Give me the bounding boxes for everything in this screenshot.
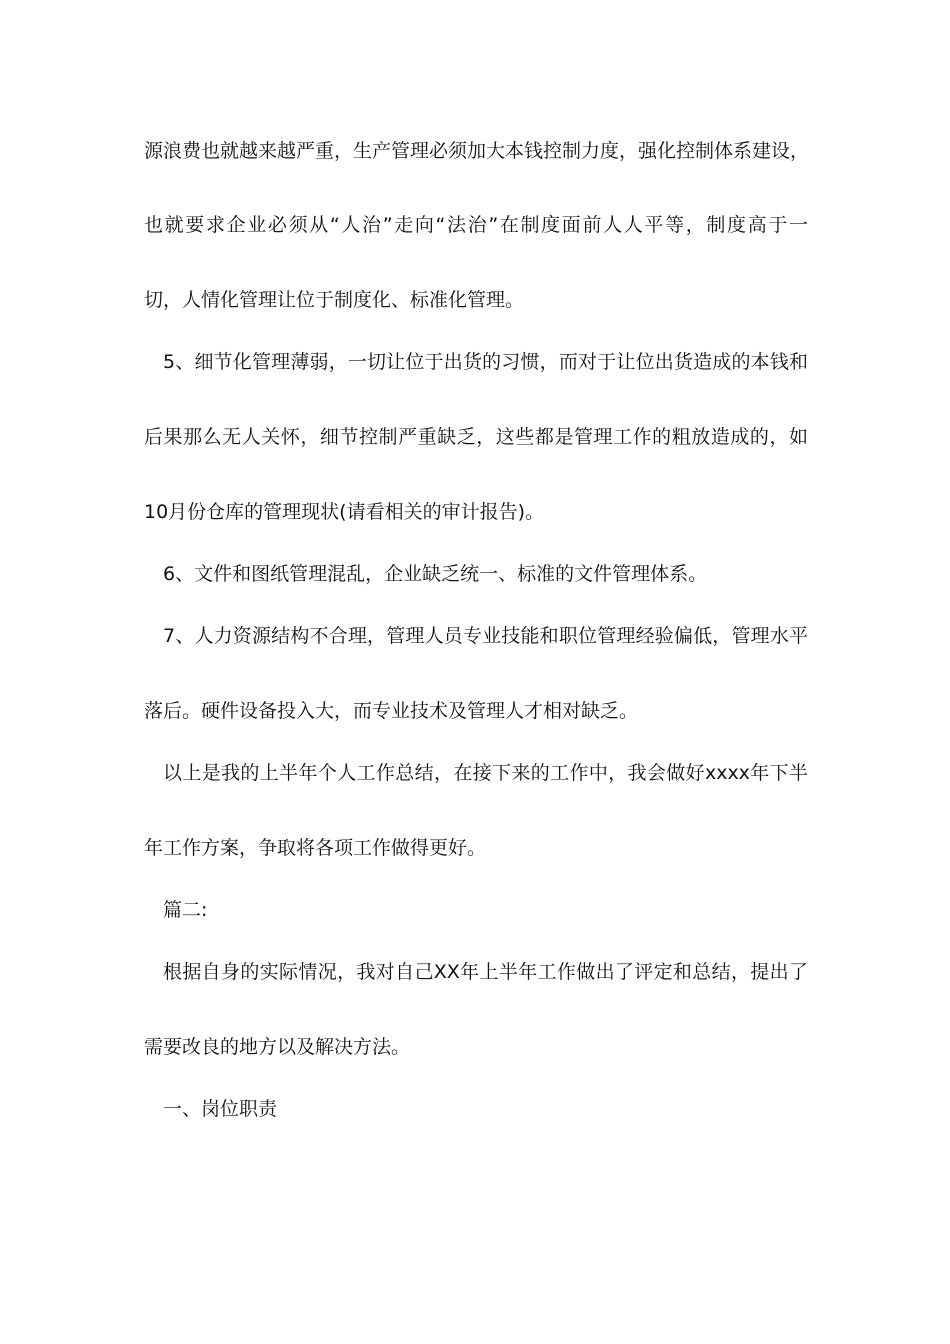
- section-heading-part-two: 篇二:: [163, 899, 208, 921]
- section-heading-job-duties: 一、岗位职责: [163, 1098, 278, 1120]
- text-line-11: 年工作方案，争取将各项工作做得更好。: [144, 837, 487, 859]
- text-line-5: 后果那么无人关怀，细节控制严重缺乏，这些都是管理工作的粗放造成的，如: [144, 426, 808, 448]
- text-line-9: 落后。硬件设备投入大，而专业技术及管理人才相对缺乏。: [144, 700, 639, 722]
- text-line-8: 7、人力资源结构不合理，管理人员专业技能和职位管理经验偏低，管理水平: [163, 625, 808, 647]
- text-line-3: 切，人情化管理让位于制度化、标准化管理。: [144, 289, 525, 311]
- text-line-4: 5、细节化管理薄弱，一切让位于出货的习惯，而对于让位出货造成的本钱和: [163, 351, 808, 373]
- text-line-10: 以上是我的上半年个人工作总结，在接下来的工作中，我会做好xxxx年下半: [163, 762, 808, 784]
- text-line-1: 源浪费也就越来越严重，生产管理必须加大本钱控制力度，强化控制体系建设，: [144, 140, 810, 162]
- text-line-6: 10月份仓库的管理现状(请看相关的审计报告)。: [144, 501, 545, 523]
- text-line-13: 根据自身的实际情况，我对自己XX年上半年工作做出了评定和总结，提出了: [163, 961, 808, 983]
- text-line-14: 需要改良的地方以及解决方法。: [144, 1036, 411, 1058]
- text-line-7: 6、文件和图纸管理混乱，企业缺乏统一、标准的文件管理体系。: [163, 563, 708, 585]
- text-line-2: 也就要求企业必须从“人治”走向“法治”在制度面前人人平等，制度高于一: [144, 214, 808, 236]
